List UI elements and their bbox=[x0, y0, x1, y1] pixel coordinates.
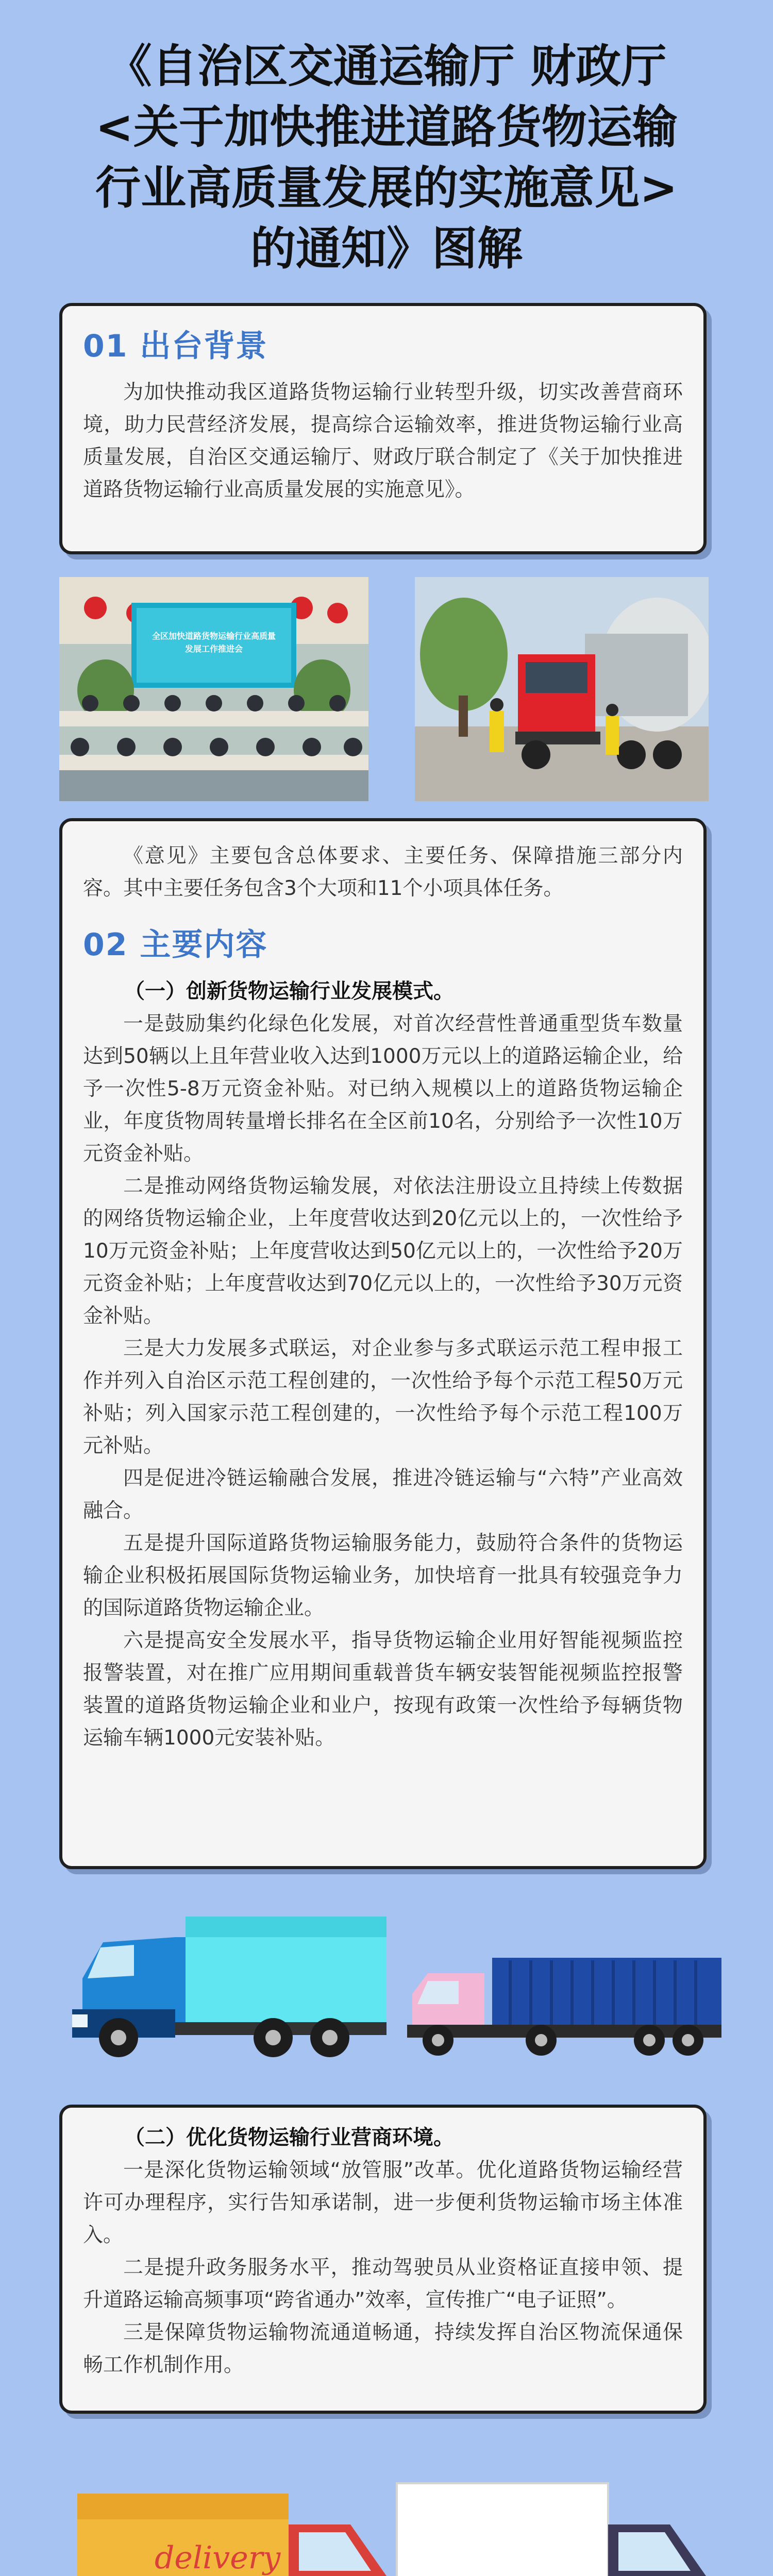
background-card bbox=[59, 303, 707, 554]
task-1-text: 一是鼓励集约化绿色化发展，对首次经营性普通重型货车数量达到50辆以上且年营业收入达到1000万元以上的道路运输企业，给予一次性5-8万元资金补贴。对已纳入规模以上的道路货物运输企业，年度货物周转量增长排名在全区前10名，分别给予一次性10万元资金补贴。 bbox=[83, 1012, 683, 1165]
truck-photo bbox=[415, 577, 709, 801]
task-5-text: 五是提升国际道路货物运输服务能力，鼓励符合条件的货物运输企业积极拓展国际货物运输业务，加快培育一批具有较强竞争力的国际道路货物运输企业。 bbox=[83, 1532, 683, 1620]
delivery-text: delivery bbox=[155, 2540, 281, 2576]
container-truck-illustration bbox=[407, 1953, 727, 2061]
reform-1-text: 一是深化货物运输领域“放管服”改革。优化道路货物运输经营许可办理程序，实行告知承诺制，进一步便利货物运输市场主体准入。 bbox=[83, 2159, 683, 2247]
section-heading-main-content: 02 主要内容 bbox=[83, 927, 268, 963]
subsection-heading-2: （二）优化货物运输行业营商环境。 bbox=[124, 2126, 454, 2149]
subsection-heading-1: （一）创新货物运输行业发展模式。 bbox=[124, 979, 454, 1003]
intro-text: 《意见》主要包含总体要求、主要任务、保障措施三部分内容。其中主要任务包含3个大项和11个小项具体任务。 bbox=[83, 844, 683, 900]
white-truck-illustration bbox=[392, 2478, 711, 2576]
main-content-card bbox=[59, 818, 707, 1869]
screen-text-2: 发展工作推进会 bbox=[184, 644, 243, 654]
page-title bbox=[0, 36, 773, 279]
section-heading-background: 01 出台背景 bbox=[83, 328, 268, 364]
task-4-text: 四是促进冷链运输融合发展，推进冷链运输与“六特”产业高效融合。 bbox=[83, 1467, 683, 1522]
task-2-text: 二是推动网络货物运输发展，对依法注册设立且持续上传数据的网络货物运输企业，上年度营收达到20亿元以上的，一次性给予10万元资金补贴；上年度营收达到50亿元以上的，一次性给予20万元资金补贴；上年度营收达到70亿元以上的，一次性给予30万元资金补贴。 bbox=[83, 1175, 683, 1328]
title-line-4: 的通知》图解 bbox=[250, 222, 523, 275]
screen-text-1: 全区加快道路货物运输行业高质量 bbox=[152, 631, 276, 641]
blue-truck-illustration bbox=[72, 1906, 392, 2061]
business-environment-card bbox=[59, 2105, 707, 2414]
meeting-photo bbox=[59, 577, 368, 801]
reform-2-text: 二是提升政务服务水平，推动驾驶员从业资格证直接申领、提升道路运输高频事项“跨省通办”效率，宣传推广“电子证照”。 bbox=[83, 2256, 683, 2312]
title-line-2: <关于加快推进道路货物运输 bbox=[95, 100, 678, 154]
background-text: 为加快推动我区道路货物运输行业转型升级，切实改善营商环境，助力民营经济发展，提高综合运输效率，推进货物运输行业高质量发展，自治区交通运输厅、财政厅联合制定了《关于加快推进道路货物运输行业高质量发展的实施意见》。 bbox=[83, 381, 683, 501]
title-line-3: 行业高质量发展的实施意见> bbox=[95, 161, 678, 214]
reform-3-text: 三是保障货物运输物流通道畅通，持续发挥自治区物流保通保畅工作机制作用。 bbox=[83, 2321, 683, 2377]
title-line-1: 《自治区交通运输厅 财政厅 bbox=[106, 40, 667, 93]
delivery-truck-illustration bbox=[72, 2483, 392, 2576]
task-3-text: 三是大力发展多式联运，对企业参与多式联运示范工程申报工作并列入自治区示范工程创建的，一次性给予每个示范工程50万元补贴；列入国家示范工程创建的，一次性给予每个示范工程100万元补贴。 bbox=[83, 1337, 683, 1458]
task-6-text: 六是提高安全发展水平，指导货物运输企业用好智能视频监控报警装置，对在推广应用期间重载普货车辆安装智能视频监控报警装置的道路货物运输企业和业户，按现有政策一次性给予每辆货物运输车辆1000元安装补贴。 bbox=[83, 1629, 683, 1750]
